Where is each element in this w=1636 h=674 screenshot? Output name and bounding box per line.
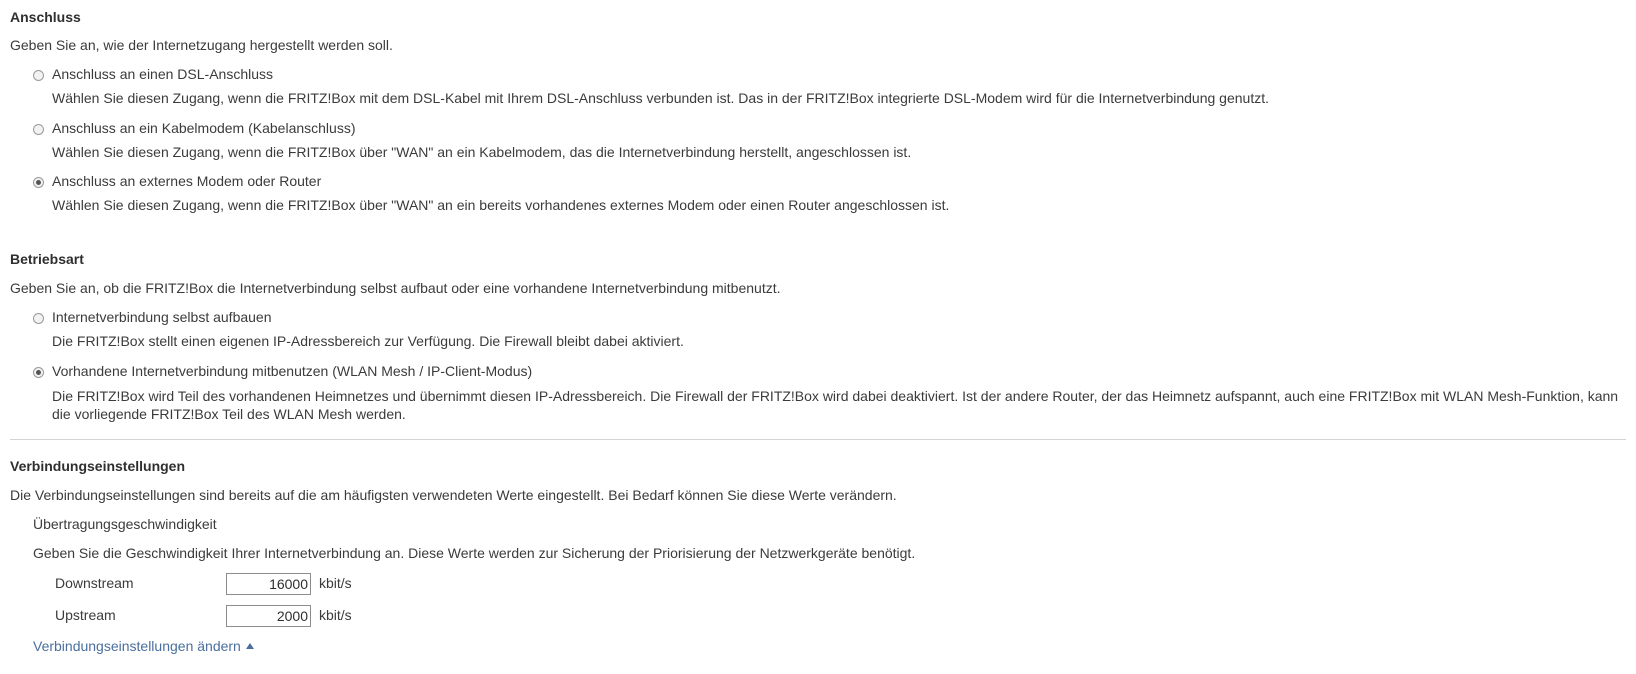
betriebsart-heading: Betriebsart	[10, 251, 84, 267]
triangle-up-icon[interactable]	[246, 643, 254, 649]
radio-dsl[interactable]	[33, 70, 44, 81]
radio-dsl-label[interactable]: Anschluss an einen DSL-Anschluss	[52, 66, 274, 82]
radio-selbst-aufbauen-label[interactable]: Internetverbindung selbst aufbauen	[52, 309, 272, 325]
radio-externes-modem-label[interactable]: Anschluss an externes Modem oder Router	[52, 173, 322, 189]
radio-externes-modem[interactable]	[33, 177, 44, 188]
radio-mitbenutzen[interactable]	[33, 367, 44, 378]
betriebsart-description: Geben Sie an, ob die FRITZ!Box die Internetverbindung selbst aufbaut oder eine vorhandene Internetverbindung mitbenutzt.	[10, 280, 781, 296]
verbindungseinstellungen-aendern-link[interactable]	[33, 638, 254, 654]
radio-kabelmodem[interactable]	[33, 124, 44, 135]
anschluss-heading: Anschluss	[10, 9, 81, 25]
verbindung-description: Die Verbindungseinstellungen sind bereits auf die am häufigsten verwendeten Werte eingestellt. Bei Bedarf können Sie diese Werte verändern.	[10, 487, 897, 503]
downstream-label: Downstream	[55, 575, 134, 591]
radio-mitbenutzen-hint: Die FRITZ!Box wird Teil des vorhandenen Heimnetzes und übernimmt diesen IP-Adressbereich. Die Firewall der FRITZ!Box wird dabei deaktiviert. Ist der andere Router, der das Heimnetz aufspannt, auch eine FRITZ!Box mit WLAN Mesh-Funktion, kann die vorliegende FRITZ!Box Teil des WLAN Mesh werden.	[52, 388, 1619, 422]
radio-kabelmodem-hint: Wählen Sie diesen Zugang, wenn die FRITZ!Box über "WAN" an ein Kabelmodem, das die Internetverbindung herstellt, angeschlossen ist.	[52, 144, 912, 160]
radio-dsl-hint: Wählen Sie diesen Zugang, wenn die FRITZ!Box mit dem DSL-Kabel mit Ihrem DSL-Anschluss verbunden ist. Das in der FRITZ!Box integrierte DSL-Modem wird für die Internetverbindung genutzt.	[52, 90, 1269, 106]
upstream-unit: kbit/s	[319, 607, 352, 623]
geschwindigkeit-subheading: Übertragungsgeschwindigkeit	[33, 516, 217, 532]
verbindungseinstellungen-aendern-label[interactable]: Verbindungseinstellungen ändern	[33, 638, 241, 654]
anschluss-description: Geben Sie an, wie der Internetzugang hergestellt werden soll.	[10, 37, 393, 53]
radio-selbst-aufbauen-hint: Die FRITZ!Box stellt einen eigenen IP-Adressbereich zur Verfügung. Die Firewall bleibt dabei aktiviert.	[52, 333, 684, 349]
upstream-input[interactable]	[226, 605, 311, 627]
geschwindigkeit-description: Geben Sie die Geschwindigkeit Ihrer Internetverbindung an. Diese Werte werden zur Sicherung der Priorisierung der Netzwerkgeräte benötigt.	[33, 545, 916, 561]
downstream-input[interactable]	[226, 573, 311, 595]
section-divider	[10, 439, 1626, 440]
downstream-unit: kbit/s	[319, 575, 352, 591]
radio-selbst-aufbauen[interactable]	[33, 313, 44, 324]
upstream-label: Upstream	[55, 607, 116, 623]
verbindung-heading: Verbindungseinstellungen	[10, 458, 186, 474]
radio-mitbenutzen-label[interactable]: Vorhandene Internetverbindung mitbenutzen (WLAN Mesh / IP-Client-Modus)	[52, 363, 533, 379]
radio-kabelmodem-label[interactable]: Anschluss an ein Kabelmodem (Kabelanschluss)	[52, 120, 356, 136]
radio-externes-modem-hint: Wählen Sie diesen Zugang, wenn die FRITZ!Box über "WAN" an ein bereits vorhandenes externes Modem oder einen Router angeschlossen ist.	[52, 197, 950, 213]
